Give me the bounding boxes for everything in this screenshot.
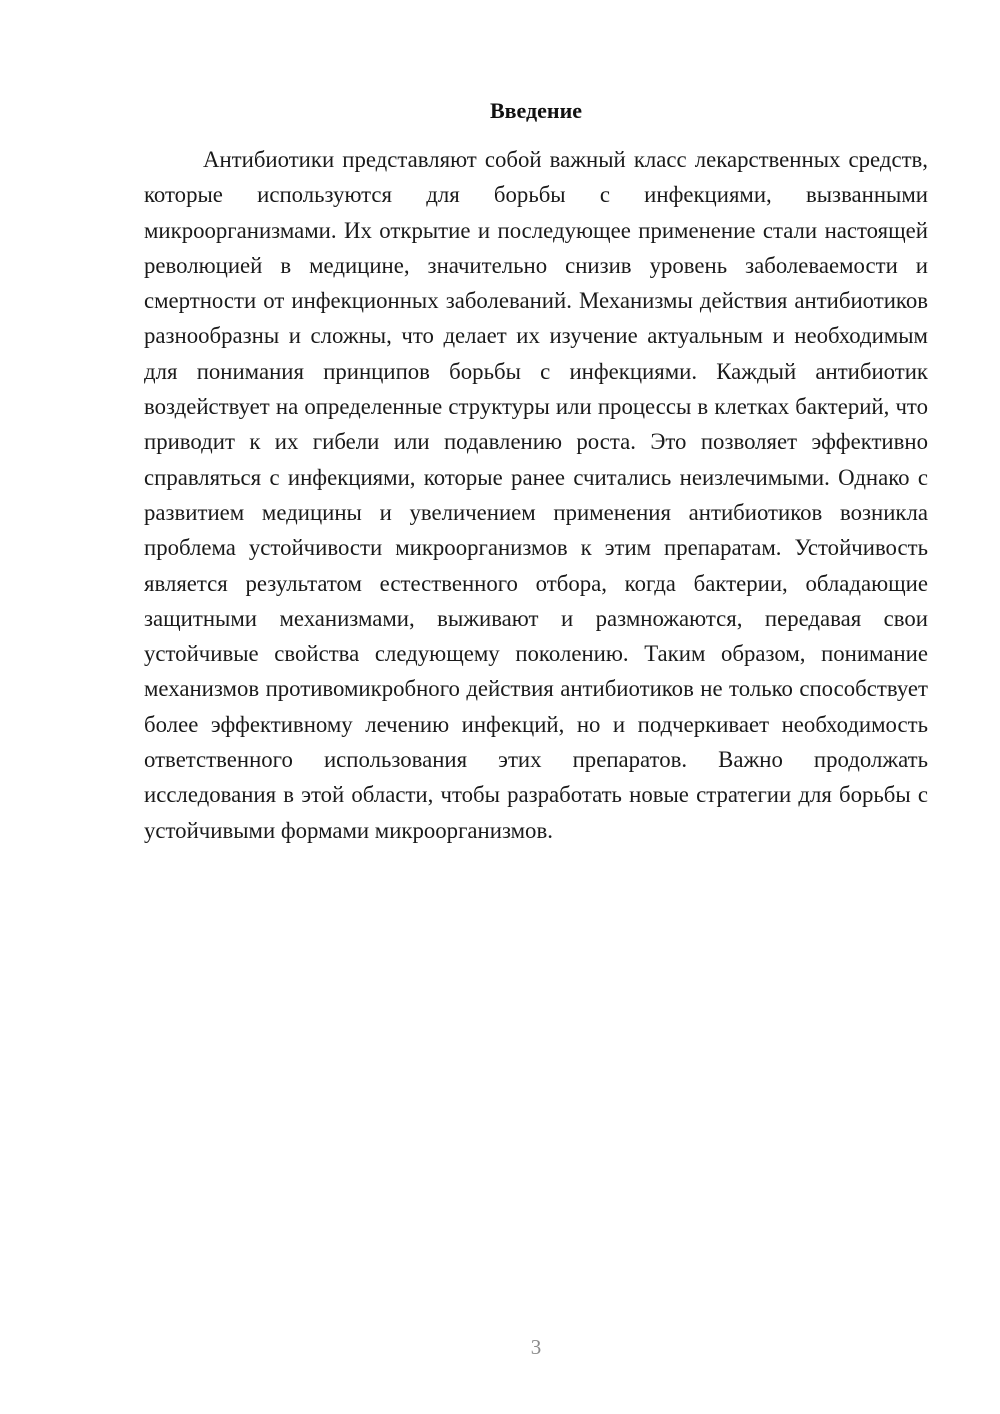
body-paragraph: Антибиотики представляют собой важный класс лекарственных средств, которые используются для борьбы с инфекциями, вызванными микроорганизмами. Их открытие и последующее применение стали настоящей революцией в медицине, значительно снизив уровень заболеваемости и смертности от инфекционных заболеваний. Механизмы действия антибиотиков разнообразны и сложны, что делает их изучение актуальным и необходимым для понимания принципов борьбы с инфекциями. Каждый антибиотик воздействует на определенные структуры или процессы в клетках бактерий, что приводит к их гибели или подавлению роста. Это позволяет эффективно справляться с инфекциями, которые ранее считались неизлечимыми. Однако с развитием медицины и увеличением применения антибиотиков возникла проблема устойчивости микроорганизмов к этим препаратам. Устойчивость является результатом естественного отбора, когда бактерии, обладающие защитными механизмами, выживают и размножаются, передавая свои устойчивые свойства следующему поколению. Таким образом, понимание механизмов противомикробного действия антибиотиков не только способствует более эффективному лечению инфекций, но и подчеркивает необходимость ответственного использования этих препаратов. Важно продолжать исследования в этой области, чтобы разработать новые стратегии для борьбы с устойчивыми формами микроорганизмов. <box>144 147 928 843</box>
section-heading: Введение <box>489 98 583 123</box>
page-number: 3 <box>530 1335 542 1359</box>
